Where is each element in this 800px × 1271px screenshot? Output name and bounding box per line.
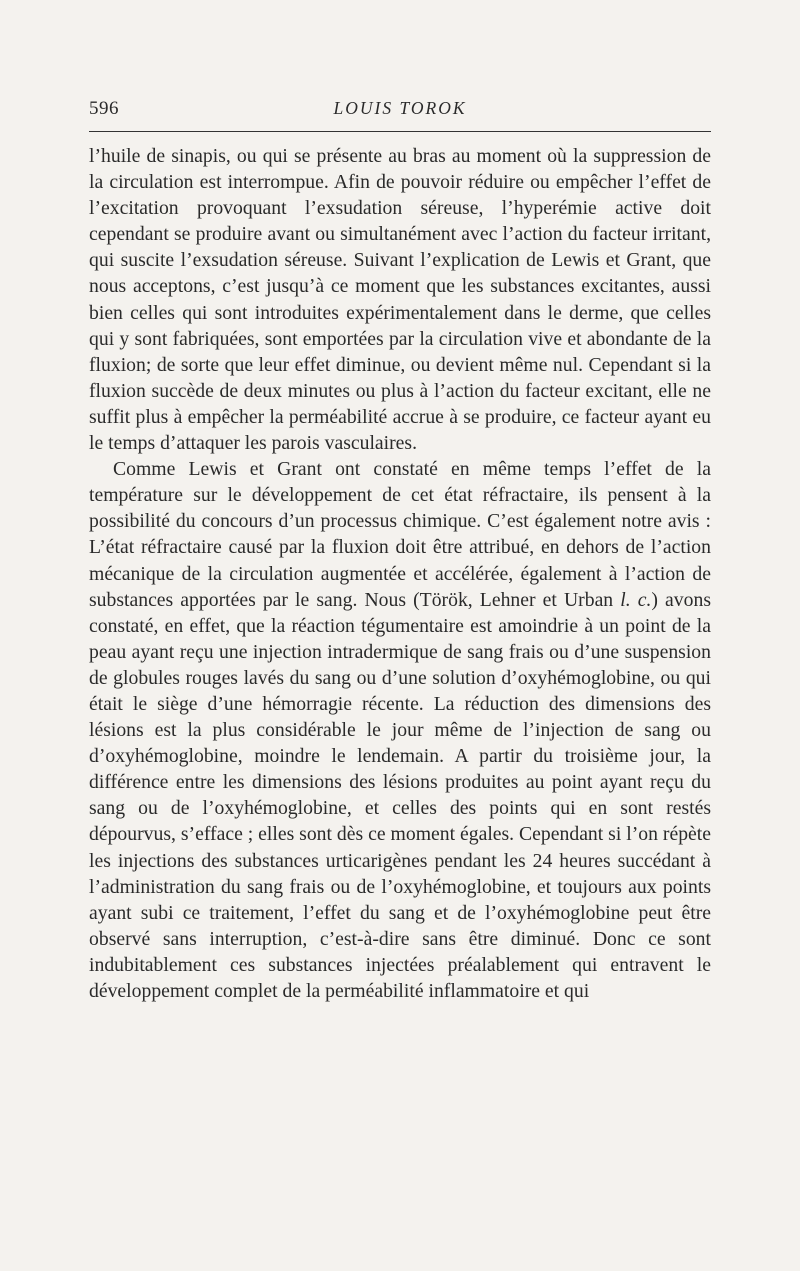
page-header <box>89 96 711 126</box>
citation: l. c. <box>620 588 652 611</box>
page-number: 596 <box>89 98 119 119</box>
paragraph-text: Comme Lewis et Grant ont constaté en même temps l’effet de la température sur le développement de cet état réfractaire, ils pensent à la possibilité du concours d’un processus chimique. C’est également notre avis : L’état réfractaire causé par la fluxion doit être attribué, en dehors de l’action mécanique de la circulation augmentée et accélérée, également à l’action de substances apportées par le sang. Nous (Török, Lehner et Urban <box>89 458 711 611</box>
paragraph-text: ) avons constaté, en effet, que la réaction tégumentaire est amoindrie à un point de la peau ayant reçu une injection intradermique de sang frais ou d’une suspension de globules rouges lavés du sang ou d’une solution d’oxyhémoglobine, ou qui était le siège d’une hémorragie récente. La réduction des dimensions des lésions est la plus considérable le jour même de l’injection de sang ou d’oxyhémoglobine, moindre le lendemain. A partir du troisième jour, la différence entre les dimensions des lésions produites au point ayant reçu du sang ou de l’oxyhémoglobine, et celles des points qui en sont restés dépourvus, s’efface ; elles sont dès ce moment égales. Cependant si l’on répète les injections des substances urticarigènes pendant les 24 heures succédant à l’administration du sang frais ou de l’oxyhémoglobine, et toujours aux points ayant subi ce traitement, l’effet du sang et de l’oxyhémoglobine peut être observé sans interruption, c’est-à-dire sans être diminué. Donc ce sont indubitablement ces substances injectées préalablement qui entravent le développement complet de la perméabilité inflammatoire et qui <box>89 588 711 1002</box>
running-head: LOUIS TOROK <box>333 98 467 118</box>
paragraph <box>89 456 711 1004</box>
body-text <box>89 143 711 1004</box>
paragraph: l’huile de sinapis, ou qui se présente au bras au moment où la suppression de la circulation est interrompue. Afin de pouvoir réduire ou empêcher l’effet de l’excitation provoquant l’exsudation séreuse, l’hyperémie active doit cependant se produire avant ou simultanément avec l’action du facteur irritant, qui suscite l’exsudation séreuse. Suivant l’explication de Lewis et Grant, que nous acceptons, c’est jusqu’à ce moment que les substances excitantes, aussi bien celles qui sont introduites expérimentalement dans le derme, que celles qui y sont fabriquées, sont emportées par la circulation vive et abondante de la fluxion; de sorte que leur effet diminue, ou devient même nul. Cependant si la fluxion succède de deux minutes ou plus à l’action du facteur excitant, elle ne suffit plus à empêcher la perméabilité accrue à se produire, ce facteur ayant eu le temps d’attaquer les parois vasculaires. <box>89 145 711 455</box>
header-rule <box>89 131 711 132</box>
